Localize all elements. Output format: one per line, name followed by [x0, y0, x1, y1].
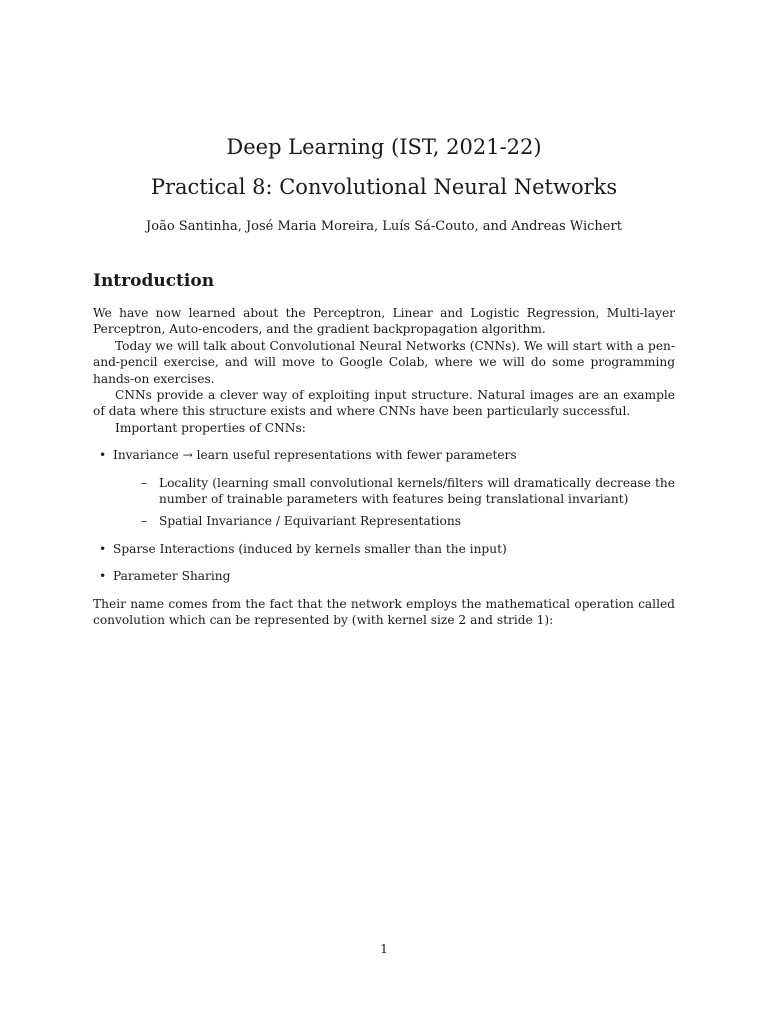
paragraph: Today we will talk about Convolutional Neural Networks (CNNs). We will start with a pen-and-pencil exercise, and will move to Google Colab, where we will do some programming hands-on exercises.	[93, 338, 675, 386]
paragraph: We have now learned about the Perceptron, Linear and Logistic Regression, Multi-layer Perceptron, Auto-encoders, and the gradient backpropagation algorithm.	[93, 306, 675, 337]
sub-list-item	[141, 513, 675, 529]
dash-marker: –	[141, 476, 148, 490]
list-item	[99, 541, 675, 557]
sub-list-item-text: Locality (learning small convolutional kernels/filters will dramatically decrease the number of trainable parameters with features being translational invariant)	[159, 476, 675, 507]
paragraph: CNNs provide a clever way of exploiting input structure. Natural images are an example of data where this structure exists and where CNNs have been particularly successful.	[93, 388, 675, 419]
authors-line: João Santinha, José Maria Moreira, Luís Sá-Couto, and Andreas Wichert	[146, 219, 622, 234]
page-number: 1	[380, 942, 388, 956]
list-item	[99, 568, 675, 584]
bullet-marker: •	[99, 542, 107, 556]
closing-paragraph-block	[93, 596, 675, 629]
sub-list-item	[141, 475, 675, 508]
list-item-text: Sparse Interactions (induced by kernels smaller than the input)	[113, 542, 507, 556]
section-heading-introduction: Introduction	[93, 271, 215, 291]
list-item	[99, 447, 675, 463]
list-item-text: Parameter Sharing	[113, 569, 231, 583]
bullet-marker: •	[99, 569, 107, 583]
dash-marker: –	[141, 514, 148, 528]
sub-list-item-text: Spatial Invariance / Equivariant Representations	[159, 514, 461, 528]
paragraph: Important properties of CNNs:	[115, 420, 306, 435]
bullet-marker: •	[99, 448, 107, 462]
document-subtitle: Practical 8: Convolutional Neural Networks	[150, 175, 618, 199]
document-title: Deep Learning (IST, 2021-22)	[226, 135, 542, 159]
list-item-text: Invariance → learn useful representations with fewer parameters	[113, 448, 517, 462]
intro-paragraphs	[93, 305, 675, 436]
paragraph: Their name comes from the fact that the network employs the mathematical operation called convolution which can be represented by (with kernel size 2 and stride 1):	[93, 597, 675, 628]
